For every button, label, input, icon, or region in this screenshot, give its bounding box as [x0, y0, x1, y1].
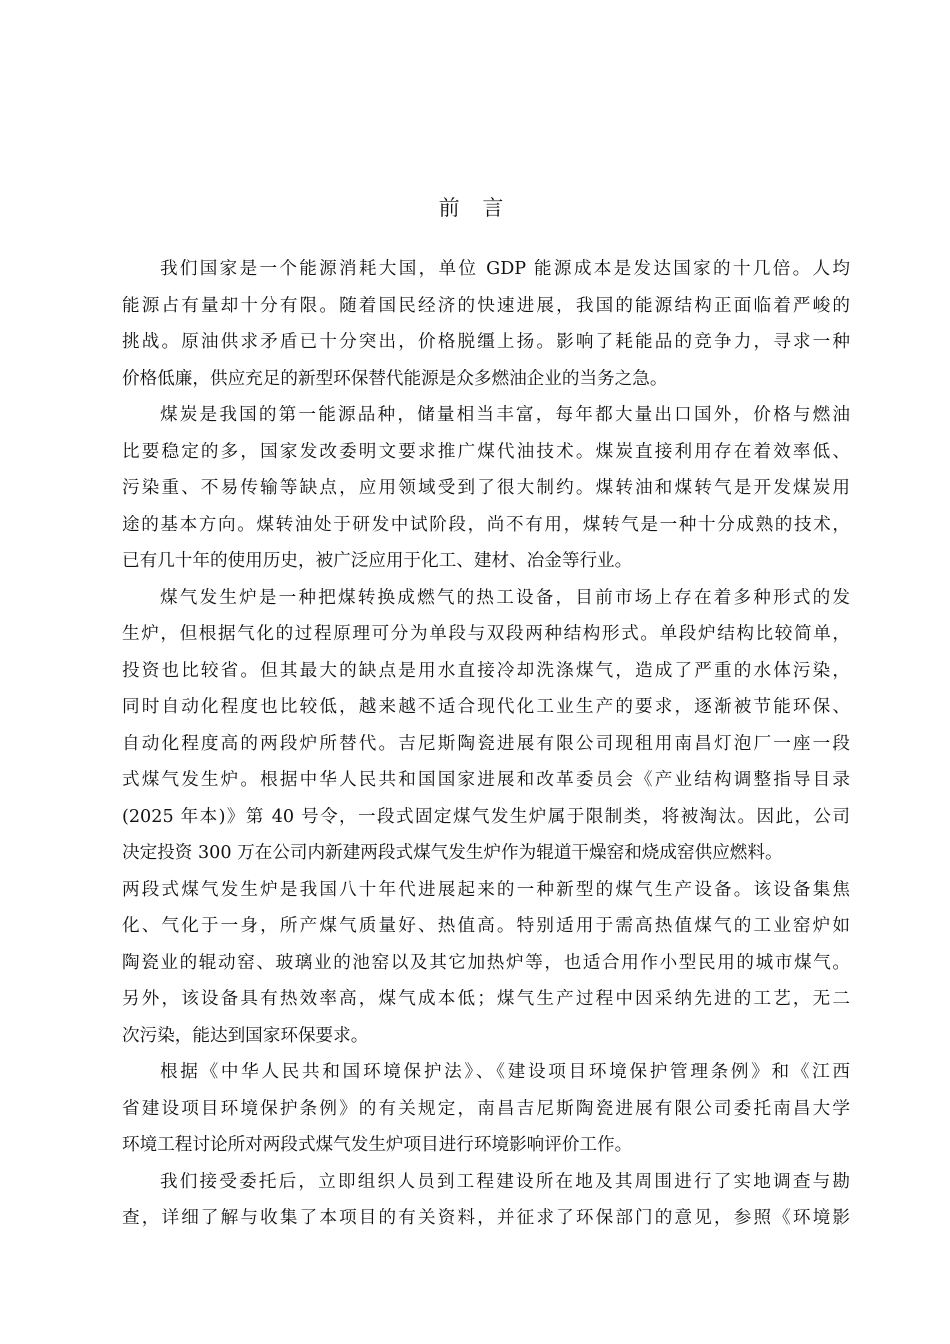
text-line: 煤气发生炉是一种把煤转换成燃气的热工设备，目前市场上存在着多种形式的发: [160, 587, 850, 608]
text-line: 根据《中华人民共和国环境保护法》、《建设项目环境保护管理条例》和《江西: [160, 1062, 850, 1082]
text-line: 我们接受委托后，立即组织人员到工程建设所在地及其周围进行了实地调查与勘: [160, 1171, 850, 1192]
text-line: 两段式煤气发生炉是我国八十年代进展起来的一种新型的煤气生产设备。该设备集焦: [122, 879, 850, 900]
text-line: 省建设项目环境保护条例》的有关规定，南昌吉尼斯陶瓷进展有限公司委托南昌大学: [122, 1098, 850, 1119]
document-body: [122, 251, 850, 1237]
text-line: 化、气化于一身，所产煤气质量好、热值高。特别适用于需高热值煤气的工业窑炉如: [122, 916, 850, 936]
text-line: 途的基本方向。煤转油处于研发中试阶段，尚不有用，煤转气是一种十分成熟的技术，: [122, 514, 850, 535]
text-line: 生炉，但根据气化的过程原理可分为单段与双段两种结构形式。单段炉结构比较简单，: [122, 624, 850, 644]
text-line: 同时自动化程度也比较低，越来越不适合现代化工业生产的要求，逐渐被节能环保、: [122, 697, 850, 717]
text-line: 式煤气发生炉。根据中华人民共和国国家进展和改革委员会《产业结构调整指导目录: [122, 770, 850, 790]
text-line: 陶瓷业的辊动窑、玻璃业的池窑以及其它加热炉等，也适合用作小型民用的城市煤气。: [122, 952, 850, 973]
page-title: 前 言: [438, 196, 512, 220]
text-line: 查，详细了解与收集了本项目的有关资料，并征求了环保部门的意见，参照《环境影: [122, 1208, 850, 1228]
text-line: 决定投资 300 万在公司内新建两段式煤气发生炉作为辊道干燥窑和烧成窑供应燃料。: [122, 843, 783, 863]
text-line: 比要稳定的多，国家发改委明文要求推广煤代油技术。煤炭直接利用存在着效率低、: [122, 441, 850, 462]
text-line: 挑战。原油供求矛盾已十分突出，价格脱缰上扬。影响了耗能品的竞争力，寻求一种: [122, 332, 850, 352]
text-line: 价格低廉，供应充足的新型环保替代能源是众多燃油企业的当务之急。: [122, 368, 668, 389]
text-line: 煤炭是我国的第一能源品种，储量相当丰富，每年都大量出口国外，价格与燃油: [160, 405, 850, 425]
text-line: 自动化程度高的两段炉所替代。吉尼斯陶瓷进展有限公司现租用南昌灯泡厂一座一段: [122, 733, 850, 754]
text-line: (2025 年本)》第 40 号令，一段式固定煤气发生炉属于限制类，将被淘汰。因此，公司: [122, 806, 850, 827]
text-line: 能源占有量却十分有限。随着国民经济的快速进展，我国的能源结构正面临着严峻的: [122, 295, 850, 316]
text-line: 投资也比较省。但其最大的缺点是用水直接冷却洗涤煤气，造成了严重的水体污染，: [122, 660, 850, 681]
text-line: 另外，该设备具有热效率高，煤气成本低；煤气生产过程中因采纳先进的工艺，无二: [122, 989, 850, 1009]
text-line: 污染重、不易传输等缺点，应用领域受到了很大制约。煤转油和煤转气是开发煤炭用: [122, 478, 850, 498]
text-line: 已有几十年的使用历史，被广泛应用于化工、建材、冶金等行业。: [122, 551, 633, 571]
text-line: 环境工程讨论所对两段式煤气发生炉项目进行环境影响评价工作。: [122, 1135, 633, 1155]
text-line: 次污染，能达到国家环保要求。: [122, 1025, 369, 1046]
text-line: 我们国家是一个能源消耗大国，单位 GDP 能源成本是发达国家的十几倍。人均: [160, 259, 850, 279]
